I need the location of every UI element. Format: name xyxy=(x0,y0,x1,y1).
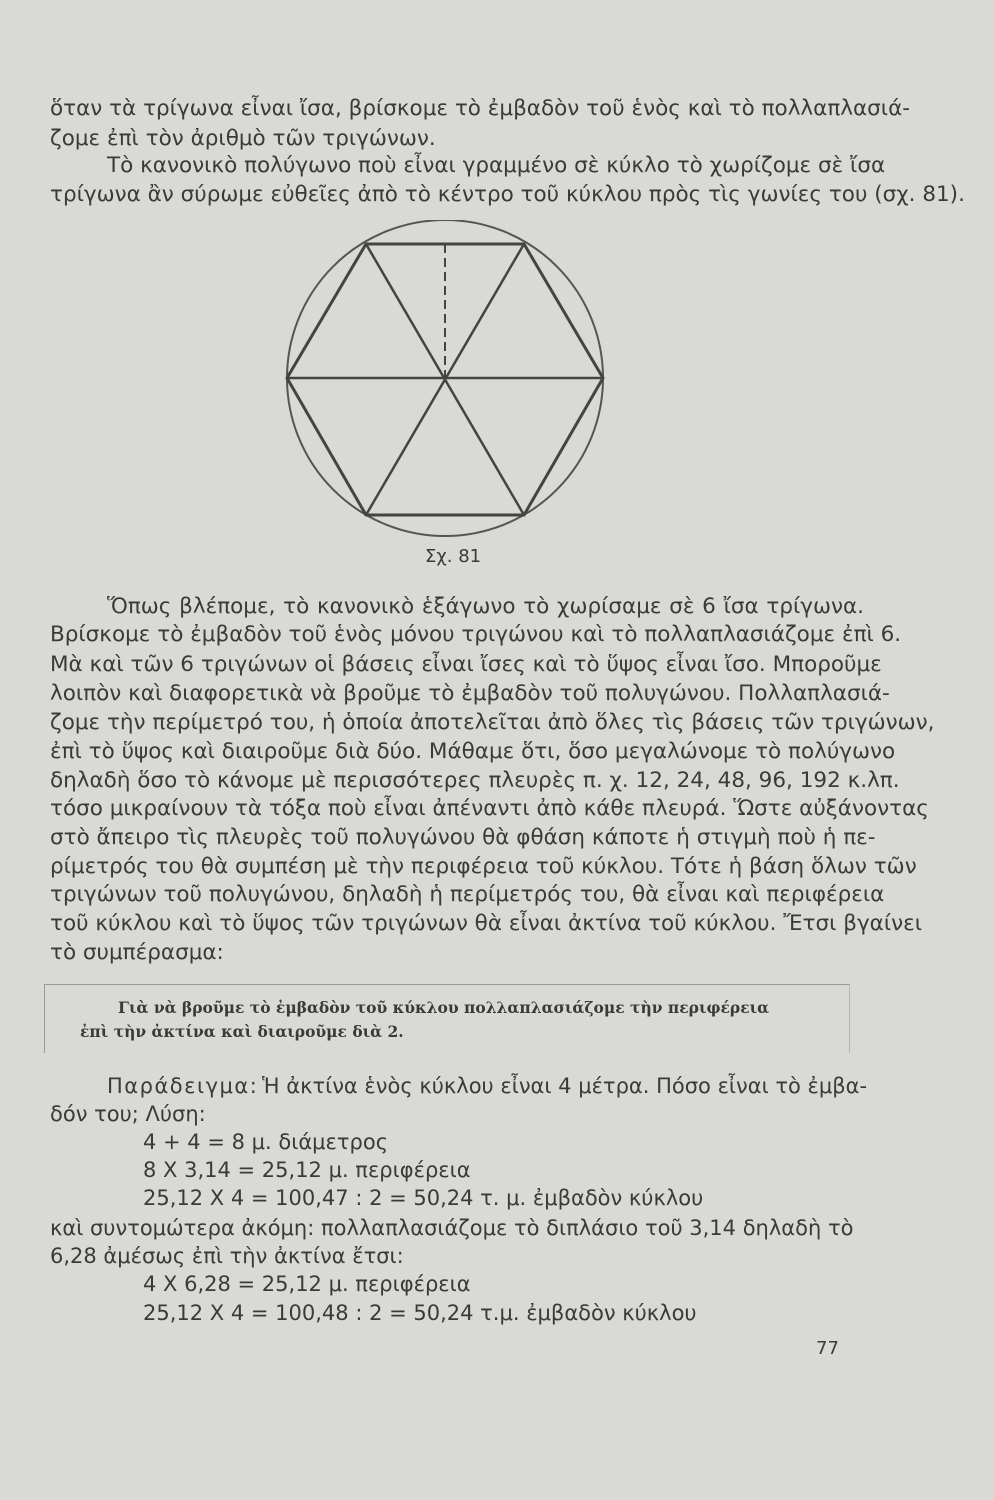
text-line: δηλαδὴ ὅσο τὸ κάνομε μὲ περισσότερες πλευρὲς π. χ. 12, 24, 48, 96, 192 κ.λπ. xyxy=(50,768,900,793)
text-line: τοῦ κύκλου καὶ τὸ ὕψος τῶν τριγώνων θὰ εἶναι ἀκτίνα τοῦ κύκλου. Ἔτσι βγαίνει xyxy=(50,911,923,936)
calc-line: 4 X 6,28 = 25,12 μ. περιφέρεια xyxy=(143,1272,471,1296)
calc-line: 8 X 3,14 = 25,12 μ. περιφέρεια xyxy=(143,1158,471,1182)
text-line: τὸ συμπέρασμα: xyxy=(50,940,224,965)
hexagon-in-circle-figure xyxy=(280,220,610,550)
calc-line: 4 + 4 = 8 μ. διάμετρος xyxy=(143,1130,389,1154)
text-line: στὸ ἄπειρο τὶς πλευρὲς τοῦ πολυγώνου θὰ φθάση κάποτε ἡ στιγμὴ ποὺ ἡ πε- xyxy=(50,825,876,850)
calc-line: 25,12 X 4 = 100,47 : 2 = 50,24 τ. μ. ἐμβαδὸν κύκλου xyxy=(143,1186,704,1210)
text-line: τρίγωνα ἂν σύρωμε εὐθεῖες ἀπὸ τὸ κέντρο τοῦ κύκλου πρὸς τὶς γωνίες του (σχ. 81). xyxy=(50,182,965,207)
page-number: 77 xyxy=(816,1338,839,1359)
text-line: 6,28 ἀμέσως ἐπὶ τὴν ἀκτίνα ἔτσι: xyxy=(50,1244,404,1268)
text-line: ζομε τὴν περίμετρό του, ἡ ὁποία ἀποτελεῖται ἀπὸ ὅλες τὶς βάσεις τῶν τριγώνων, xyxy=(50,710,935,735)
text-line: τριγώνων τοῦ πολυγώνου, δηλαδὴ ἡ περίμετρός του, θὰ εἶναι καὶ περιφέρεια xyxy=(50,882,885,907)
text-line: τόσο μικραίνουν τὰ τόξα ποὺ εἶναι ἀπέναντι ἀπὸ κάθε πλευρά. Ὥστε αὐξάνοντας xyxy=(50,796,929,821)
text-line: Ἡ ἀκτίνα ἑνὸς κύκλου εἶναι 4 μέτρα. Πόσο εἶναι τὸ ἐμβα- xyxy=(262,1074,868,1098)
text-line: δόν του; Λύση: xyxy=(50,1102,206,1126)
text-line: Τὸ κανονικὸ πολύγωνο ποὺ εἶναι γραμμένο σὲ κύκλο τὸ χωρίζομε σὲ ἴσα xyxy=(107,153,886,178)
radii-lines xyxy=(287,244,603,515)
text-line: ὅταν τὰ τρίγωνα εἶναι ἴσα, βρίσκομε τὸ ἐμβαδὸν τοῦ ἑνὸς καὶ τὸ πολλαπλασιά- xyxy=(50,96,910,121)
text-line: Μὰ καὶ τῶν 6 τριγώνων οἱ βάσεις εἶναι ἴσες καὶ τὸ ὕψος εἶναι ἴσο. Μποροῦμε xyxy=(50,652,882,677)
text-line: Ὅπως βλέπομε, τὸ κανονικὸ ἑξάγωνο τὸ χωρίσαμε σὲ 6 ἴσα τρίγωνα. xyxy=(107,594,864,619)
rule-line: ἐπὶ τὴν ἀκτίνα καὶ διαιροῦμε διὰ 2. xyxy=(80,1022,404,1041)
text-line: ρίμετρός του θὰ συμπέση μὲ τὴν περιφέρεια τοῦ κύκλου. Τότε ἡ βάση ὅλων τῶν xyxy=(50,854,917,879)
text-line: ζομε ἐπὶ τὸν ἀριθμὸ τῶν τριγώνων. xyxy=(50,126,436,151)
example-label: Παράδειγμα: xyxy=(107,1074,259,1098)
text-line: Βρίσκομε τὸ ἐμβαδὸν τοῦ ἑνὸς μόνου τριγώνου καὶ τὸ πολλαπλασιάζομε ἐπὶ 6. xyxy=(50,622,902,647)
text-line: ἐπὶ τὸ ὕψος καὶ διαιροῦμε διὰ δύο. Μάθαμε ὅτι, ὅσο μεγαλώνομε τὸ πολύγωνο xyxy=(50,739,896,764)
text-line: λοιπὸν καὶ διαφορετικὰ νὰ βροῦμε τὸ ἐμβαδὸν τοῦ πολυγώνου. Πολλαπλασιά- xyxy=(50,681,890,706)
text-line: καὶ συντομώτερα ἀκόμη: πολλαπλασιάζομε τὸ διπλάσιο τοῦ 3,14 δηλαδὴ τὸ xyxy=(50,1216,854,1240)
rule-line: Γιὰ νὰ βροῦμε τὸ ἐμβαδὸν τοῦ κύκλου πολλαπλασιάζομε τὴν περιφέρεια xyxy=(118,998,770,1017)
calc-line: 25,12 X 4 = 100,48 : 2 = 50,24 τ.μ. ἐμβαδὸν κύκλου xyxy=(143,1301,697,1325)
figure-caption: Σχ. 81 xyxy=(425,546,482,567)
